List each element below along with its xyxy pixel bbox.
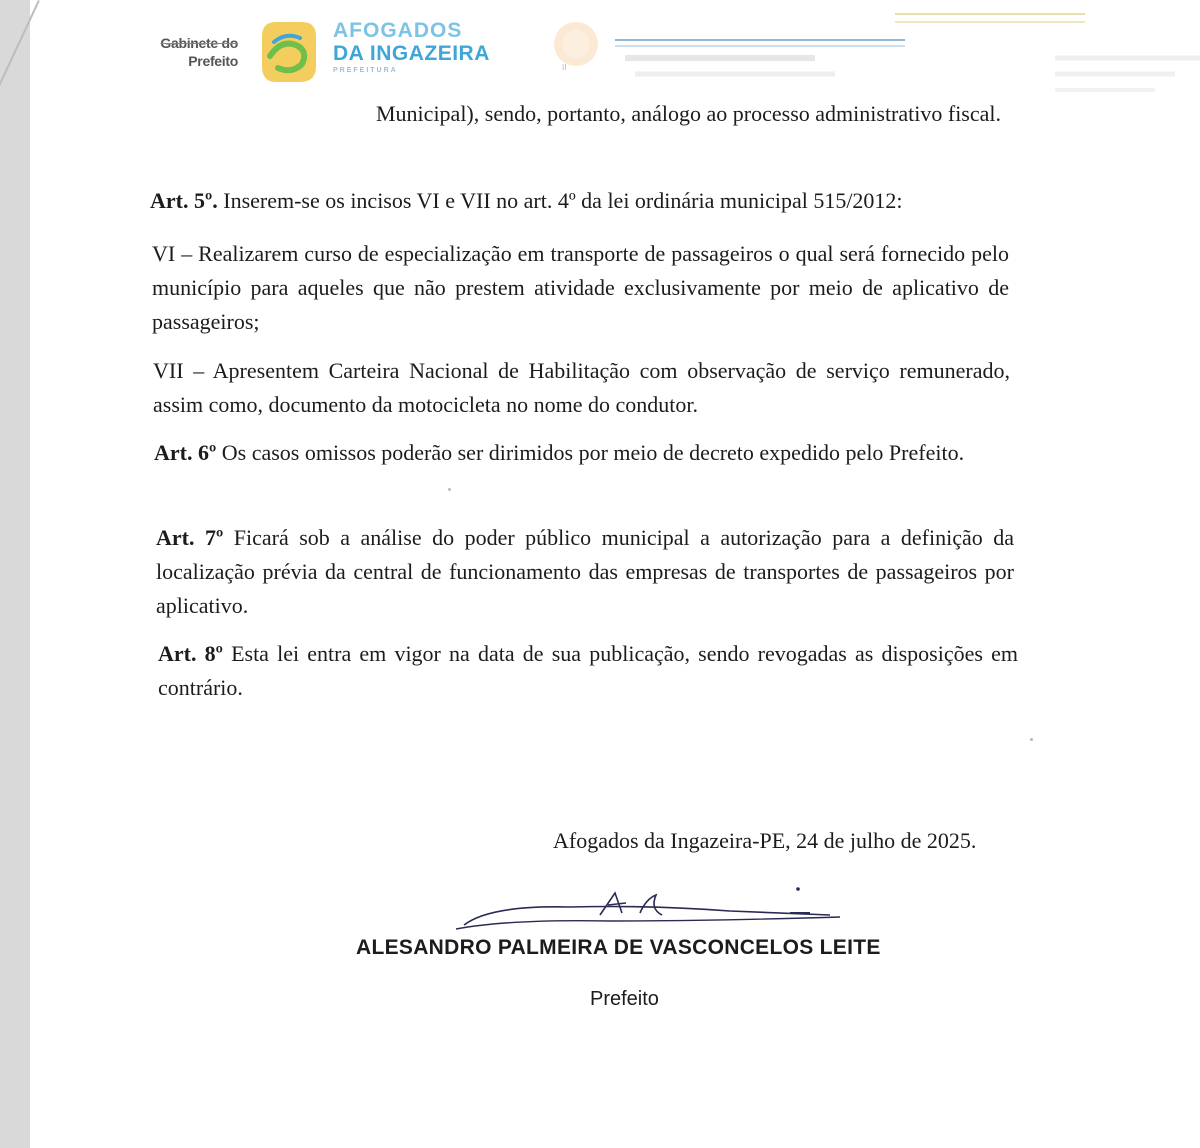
brand-wordmark <box>333 20 490 76</box>
inciso-vi <box>152 237 1009 339</box>
paragraph-continuation <box>376 97 1008 131</box>
faded-header-lines <box>615 10 1200 110</box>
signer-role: Prefeito <box>590 988 659 1010</box>
paper-speck <box>1030 738 1033 741</box>
office-label-line1: Gabinete do <box>160 35 238 51</box>
article-text: Ficará sob a análise do poder público municipal a autorização para a definição da localização prévia da central de funcionamento das empresas de transportes de passageiros por aplicativo. <box>156 525 1014 618</box>
signer-name: ALESANDRO PALMEIRA DE VASCONCELOS LEITE <box>356 936 881 959</box>
office-label-line2: Prefeito <box>188 53 238 69</box>
left-margin-strip <box>0 0 30 1148</box>
brand-line3: PREFEITURA <box>333 67 398 74</box>
inciso-text: VI – Realizarem curso de especialização em transporte de passageiros o qual será fornecido pelo município para aqueles que não prestem atividade exclusivamente por meio de aplicativo de passageiros; <box>152 241 1009 334</box>
inciso-text: VII – Apresentem Carteira Nacional de Habilitação com observação de serviço remunerado, assim como, documento da motocicleta no nome do condutor. <box>153 358 1010 417</box>
article-label: Art. 6º <box>154 440 217 465</box>
article-label: Art. 5º. <box>150 188 218 213</box>
letterhead <box>0 0 1200 100</box>
article-6 <box>154 436 1012 470</box>
article-label: Art. 8º <box>158 641 223 666</box>
place-and-date: Afogados da Ingazeira-PE, 24 de julho de 2025. <box>553 828 977 853</box>
article-text: Esta lei entra em vigor na data de sua publicação, sendo revogadas as disposições em contrário. <box>158 641 1018 700</box>
inciso-vii <box>153 354 1010 422</box>
article-text: Inserem-se os incisos VI e VII no art. 4º da lei ordinária municipal 515/2012: <box>217 188 903 213</box>
svg-text:II: II <box>562 63 567 72</box>
faded-seal-icon <box>548 16 608 76</box>
brand-line2: DA INGAZEIRA <box>333 42 490 65</box>
article-7 <box>156 521 1014 623</box>
paragraph-text: Municipal), sendo, portanto, análogo ao processo administrativo fiscal. <box>376 101 1002 126</box>
article-8 <box>158 637 1018 705</box>
article-label: Art. 7º <box>156 525 224 550</box>
brand-line1: AFOGADOS <box>333 19 463 42</box>
article-5 <box>150 184 990 218</box>
paper-speck <box>448 488 451 491</box>
office-label <box>138 34 238 70</box>
article-text: Os casos omissos poderão ser dirimidos por meio de decreto expedido pelo Prefeito. <box>216 440 965 465</box>
municipal-logo-icon <box>252 16 326 88</box>
